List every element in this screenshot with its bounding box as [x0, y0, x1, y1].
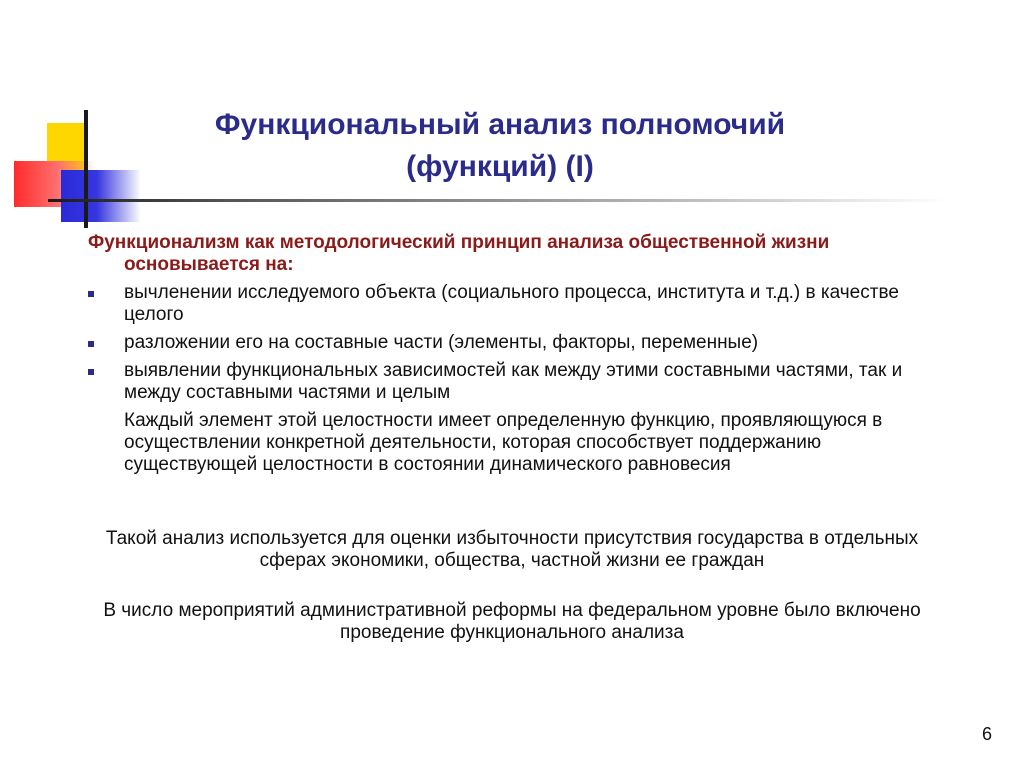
- bullet-item: [88, 282, 918, 326]
- bullet-list: [88, 282, 918, 404]
- slide-title-line-1: Функциональный анализ полномочий: [214, 108, 786, 141]
- bullet-text: вычленении исследуемого объекта (социального процесса, института и т.д.) в качестве целого: [124, 282, 899, 325]
- slide-title: [150, 104, 850, 188]
- bullet-text: разложении его на составные части (элементы, факторы, переменные): [124, 332, 759, 353]
- horizontal-rule-decor: [48, 199, 948, 202]
- slide-body: [88, 232, 918, 476]
- slide-title-line-2: (функций) (I): [406, 150, 594, 183]
- centered-note-2: В число мероприятий административной реформы на федеральном уровне было включено проведение функционального анализа: [103, 600, 921, 643]
- explanatory-paragraph: Каждый элемент этой целостности имеет определенную функцию, проявляющуюся в осуществлении конкретной деятельности, которая способствует поддержанию существующей целостности в состоянии динамического равновесия: [124, 410, 883, 475]
- square-bullet-icon: [88, 341, 94, 347]
- bullet-text: выявлении функциональных зависимостей как между этими составными частями, так и между составными частями и целым: [124, 360, 903, 403]
- vertical-rule-decor: [84, 110, 88, 228]
- centered-note-1: Такой анализ используется для оценки избыточности присутствия государства в отдельных сферах экономики, общества, частной жизни ее граждан: [105, 528, 919, 571]
- page-number: 6: [981, 724, 992, 744]
- bullet-item: [88, 360, 918, 404]
- blue-square-decor: [61, 170, 141, 222]
- square-bullet-icon: [88, 369, 94, 375]
- square-bullet-icon: [88, 291, 94, 297]
- bullet-item: [88, 332, 918, 354]
- lead-statement: Функционализм как методологический принцип анализа общественной жизни основывается на:: [88, 232, 830, 275]
